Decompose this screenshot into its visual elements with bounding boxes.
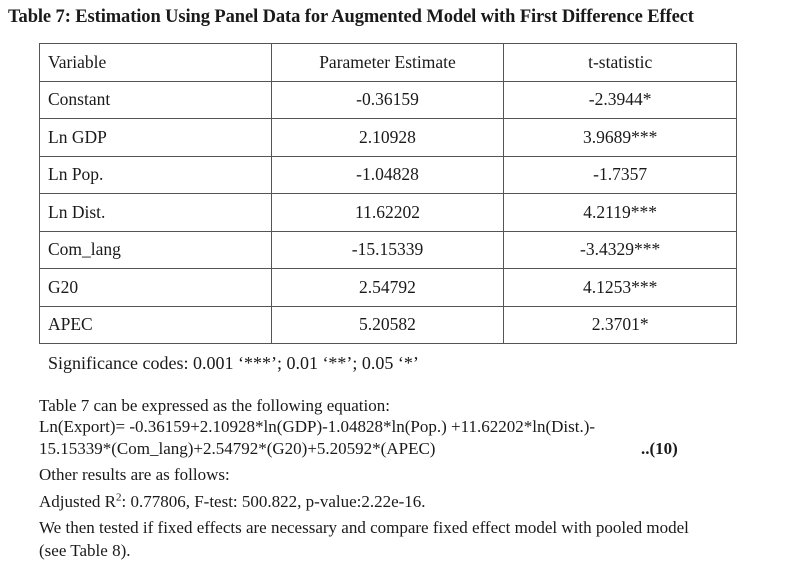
table-row bbox=[40, 156, 737, 194]
table-caption: Table 7: Estimation Using Panel Data for Augmented Model with First Difference Effect bbox=[8, 7, 694, 27]
table-row bbox=[40, 194, 737, 232]
header-parameter-estimate: Parameter Estimate bbox=[271, 44, 504, 82]
header-t-statistic: t-statistic bbox=[504, 44, 737, 82]
table-row bbox=[40, 306, 737, 344]
cell-estimate: -15.15339 bbox=[271, 231, 504, 269]
cell-variable: Com_lang bbox=[40, 231, 272, 269]
table-row bbox=[40, 81, 737, 119]
cell-tstat: 4.2119*** bbox=[504, 194, 737, 232]
adjusted-values: : 0.77806, F-test: 500.822, p-value:2.22e-16. bbox=[121, 492, 426, 511]
cell-variable: Ln Dist. bbox=[40, 194, 272, 232]
cell-estimate: -0.36159 bbox=[271, 81, 504, 119]
results-table bbox=[39, 43, 737, 344]
header-variable: Variable bbox=[40, 44, 272, 82]
cell-tstat: -3.4329*** bbox=[504, 231, 737, 269]
cell-variable: Ln Pop. bbox=[40, 156, 272, 194]
table-row bbox=[40, 269, 737, 307]
table-row bbox=[40, 119, 737, 157]
cell-variable: Constant bbox=[40, 81, 272, 119]
conclusion-line-2: (see Table 8). bbox=[39, 541, 131, 560]
cell-estimate: -1.04828 bbox=[271, 156, 504, 194]
equation-line-2: 15.15339*(Com_lang)+2.54792*(G20)+5.20592*(APEC) bbox=[39, 439, 436, 458]
significance-codes: Significance codes: 0.001 ‘***’; 0.01 ‘**’; 0.05 ‘*’ bbox=[48, 353, 419, 373]
table-header-row bbox=[40, 44, 737, 82]
cell-estimate: 2.10928 bbox=[271, 119, 504, 157]
cell-estimate: 2.54792 bbox=[271, 269, 504, 307]
equation-number: ..(10) bbox=[641, 439, 678, 458]
cell-estimate: 11.62202 bbox=[271, 194, 504, 232]
adjusted-r-squared bbox=[39, 492, 426, 512]
other-results: Other results are as follows: bbox=[39, 465, 230, 484]
adjusted-prefix: Adjusted R bbox=[39, 492, 116, 511]
cell-estimate: 5.20582 bbox=[271, 306, 504, 344]
equation-line-1: Ln(Export)= -0.36159+2.10928*ln(GDP)-1.04828*ln(Pop.) +11.62202*ln(Dist.)- bbox=[39, 417, 596, 436]
cell-variable: G20 bbox=[40, 269, 272, 307]
cell-tstat: 4.1253*** bbox=[504, 269, 737, 307]
cell-tstat: 3.9689*** bbox=[504, 119, 737, 157]
table-row bbox=[40, 231, 737, 269]
adjusted-superscript: 2 bbox=[115, 491, 122, 504]
cell-tstat: -2.3944* bbox=[504, 81, 737, 119]
cell-variable: Ln GDP bbox=[40, 119, 272, 157]
cell-variable: APEC bbox=[40, 306, 272, 344]
equation-intro: Table 7 can be expressed as the following equation: bbox=[39, 396, 390, 415]
cell-tstat: 2.3701* bbox=[504, 306, 737, 344]
conclusion-line-1: We then tested if fixed effects are necessary and compare fixed effect model with pooled model bbox=[39, 518, 689, 537]
cell-tstat: -1.7357 bbox=[504, 156, 737, 194]
